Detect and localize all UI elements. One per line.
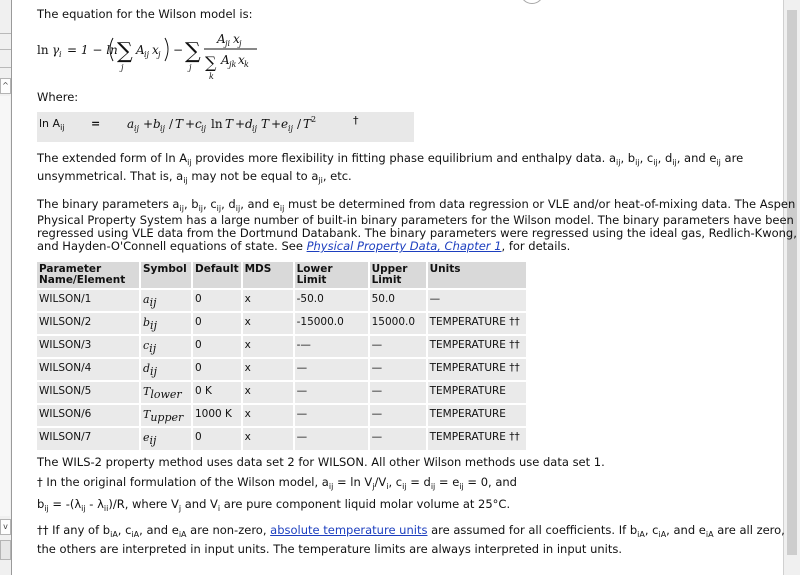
cell-upper-limit: — [369, 427, 427, 450]
svg-text:∑: ∑ [205, 53, 217, 72]
sub: ij [430, 482, 436, 491]
cell-name: WILSON/3 [37, 335, 140, 358]
svg-text:b: b [153, 117, 161, 131]
cell-name: WILSON/1 [37, 289, 140, 312]
col-header [294, 262, 369, 289]
scrollbar-thumb[interactable] [787, 10, 797, 555]
ext-text: may not be equal to a [187, 169, 319, 183]
col-header-text: Limit [296, 274, 327, 286]
note-text: are pure component liquid molar volume at 25°C. [220, 497, 511, 511]
table-row [37, 427, 527, 450]
cell-upper-limit: — [369, 381, 427, 404]
note-text: , c [117, 523, 132, 537]
sub: iA [705, 530, 714, 539]
symbol-subscript: ij [150, 319, 157, 332]
symbol-subscript: lower [150, 388, 182, 401]
ln-aij-expression [127, 114, 337, 139]
symbol-letter: b [143, 316, 151, 329]
cell-units: TEMPERATURE †† [427, 312, 527, 335]
cell-units: TEMPERATURE [427, 404, 527, 427]
note-text: /V [374, 475, 387, 489]
cell-default: 0 [192, 335, 242, 358]
table-header-row [37, 262, 527, 289]
svg-text:ij: ij [252, 124, 258, 133]
where-dagger: † [353, 114, 359, 127]
sub: iA [178, 530, 187, 539]
cell-symbol [140, 358, 192, 381]
svg-text:d: d [245, 117, 253, 131]
cell-lower-limit: — [294, 358, 369, 381]
svg-text:j: j [189, 63, 192, 72]
dagger-note-line-2 [37, 497, 510, 516]
cell-units: TEMPERATURE †† [427, 358, 527, 381]
bin-text: The binary parameters a [37, 197, 180, 211]
svg-text:jk: jk [229, 60, 237, 69]
col-header: Symbol [140, 262, 192, 289]
cell-lower-limit: -15000.0 [294, 312, 369, 335]
symbol-subscript: ij [149, 342, 157, 355]
cell-units: — [427, 289, 527, 312]
cell-mds: x [242, 381, 294, 404]
svg-text:A: A [136, 43, 145, 57]
bin-text: , d [221, 197, 236, 211]
symbol-letter: T [143, 385, 151, 398]
sub: ij [716, 158, 721, 167]
binary-line-4 [37, 239, 570, 254]
navigation-pane-edge [0, 0, 12, 575]
sub: ij [44, 504, 49, 513]
cell-upper-limit: — [369, 335, 427, 358]
svg-text:ln: ln [37, 43, 49, 57]
svg-text:−: − [173, 43, 184, 57]
ext-text: , d [657, 151, 673, 165]
cell-mds: x [242, 358, 294, 381]
sub: ij [235, 204, 241, 213]
nav-divider [0, 33, 11, 34]
bin-text: must be determined from data regression or VLE and/or heat-of-mixing data. The Aspen [284, 197, 796, 211]
sub: ij [653, 158, 658, 167]
note-text: and V [181, 497, 218, 511]
wilson-equation-graphic [37, 24, 297, 86]
svg-text:/: / [297, 117, 302, 131]
sub: i [386, 482, 389, 491]
sub: ij [198, 204, 204, 213]
svg-text:j: j [158, 50, 161, 59]
nav-scroll-down-arrow-icon[interactable]: v [0, 519, 11, 535]
bin-text: , c [203, 197, 217, 211]
svg-text:ij: ij [134, 124, 140, 133]
svg-text:∑: ∑ [117, 39, 133, 64]
cell-lower-limit: -50.0 [294, 289, 369, 312]
cell-name: WILSON/2 [37, 312, 140, 335]
window-top-frame [0, 0, 800, 4]
sub: ij [328, 482, 334, 491]
cell-upper-limit: — [369, 404, 427, 427]
svg-text:+: + [235, 117, 246, 131]
svg-text:T: T [261, 117, 270, 131]
col-header-text: Upper [371, 263, 408, 275]
sub: ij [179, 204, 184, 213]
sub: iA [110, 530, 118, 539]
where-lhs-subscript: ij [60, 123, 65, 132]
sub: ij [279, 204, 285, 213]
ext-text: , b [620, 151, 636, 165]
double-dagger-note-line-2: the others are interpreted in input units. The temperature limits are always interpreted in input units. [37, 542, 623, 556]
bin-text: , b [183, 197, 199, 211]
symbol-letter: e [143, 431, 150, 444]
svg-text:+: + [185, 117, 196, 131]
note-text: , c [644, 523, 659, 537]
note-text: = -(λ [48, 497, 82, 511]
ext-text: The extended form of ln A [37, 151, 188, 165]
nav-scroll-track[interactable] [0, 96, 10, 516]
note-text: = ln V [333, 475, 373, 489]
sub: ij [616, 158, 621, 167]
bin-text: and Hayden-O'Connell equations of state. See [37, 239, 307, 253]
table-body [37, 289, 527, 450]
svg-text:e: e [281, 117, 289, 131]
svg-text:A: A [217, 32, 226, 46]
cell-upper-limit: 50.0 [369, 289, 427, 312]
svg-text:T: T [303, 117, 312, 131]
sub: ij [183, 176, 188, 185]
table-row [37, 381, 527, 404]
cell-name: WILSON/6 [37, 404, 140, 427]
cell-default: 1000 K [192, 404, 242, 427]
svg-text:i: i [59, 50, 62, 59]
sub: ii [103, 504, 109, 513]
svg-text:ij: ij [144, 50, 150, 59]
note-text: are assumed for all coefficients. If b [427, 523, 638, 537]
sub: ij [81, 504, 86, 513]
sub: ij [402, 482, 407, 491]
cell-name: WILSON/5 [37, 381, 140, 404]
bin-text: , for details. [501, 239, 571, 253]
bin-text: , and e [240, 197, 280, 211]
binary-line-3: regressed using VLE data from the Dortmund Databank. The binary parameters were regressed using the ideal gas, Redlich-Kwong, [37, 226, 797, 240]
intro-text: The equation for the Wilson model is: [37, 7, 253, 21]
nav-scroll-up-arrow-icon[interactable]: ^ [0, 78, 11, 94]
cell-units: TEMPERATURE †† [427, 335, 527, 358]
note-text: , and e [139, 523, 179, 537]
note-text: = d [406, 475, 431, 489]
note-text: )/R, where V [108, 497, 179, 511]
svg-text:+: + [271, 117, 282, 131]
cell-upper-limit: — [369, 358, 427, 381]
cell-units: TEMPERATURE [427, 381, 527, 404]
col-header-text: Parameter [39, 263, 102, 275]
svg-text:T: T [225, 117, 234, 131]
col-header: MDS [242, 262, 294, 289]
cell-mds: x [242, 404, 294, 427]
col-header-text: Name/Element [39, 274, 126, 286]
svg-text:+: + [143, 117, 154, 131]
symbol-subscript: ij [149, 434, 157, 447]
note-text: = 0, and [463, 475, 517, 489]
binary-line-2: Physical Property System has a large number of built-in binary parameters for the Wilson model. The binary parameters have been [37, 213, 794, 227]
svg-text:γ: γ [52, 43, 60, 57]
svg-text:c: c [195, 117, 202, 131]
note-text: = e [435, 475, 460, 489]
sub: ij [187, 158, 192, 167]
svg-text:x: x [233, 32, 240, 46]
svg-text:T: T [175, 117, 184, 131]
symbol-subscript: ij [149, 296, 157, 309]
where-label: Where: [37, 90, 79, 104]
table-row [37, 358, 527, 381]
cell-default: 0 [192, 312, 242, 335]
note-text: are non-zero, [186, 523, 271, 537]
svg-text:ij: ij [201, 124, 207, 133]
note-text: - λ [85, 497, 104, 511]
wils2-note: The WILS-2 property method uses data set 2 for WILSON. All other Wilson methods use data set 1. [37, 455, 605, 469]
svg-text:k: k [209, 72, 214, 81]
note-text: † In the original formulation of the Wilson model, a [37, 475, 329, 489]
table-row [37, 335, 527, 358]
cell-units: TEMPERATURE †† [427, 427, 527, 450]
cell-mds: x [242, 427, 294, 450]
sub: ij [672, 158, 677, 167]
ext-text: unsymmetrical. That is, a [37, 169, 184, 183]
sub: ij [459, 482, 464, 491]
sub: j [178, 504, 182, 513]
ext-text: , etc. [322, 169, 352, 183]
note-text: , and e [666, 523, 706, 537]
cell-lower-limit: — [294, 427, 369, 450]
svg-text:a: a [127, 117, 135, 131]
extended-form-line-1 [37, 151, 743, 170]
sub: ji [318, 176, 323, 185]
nav-divider [0, 67, 11, 68]
note-text: are all zero, [713, 523, 785, 537]
symbol-letter: c [143, 339, 150, 352]
nav-divider [0, 49, 11, 50]
sub: ij [635, 158, 640, 167]
col-header [37, 262, 140, 289]
ext-text: , c [639, 151, 654, 165]
note-text: †† If any of b [37, 523, 111, 537]
note-text: b [37, 497, 45, 511]
cell-symbol [140, 312, 192, 335]
col-header: Units [427, 262, 527, 289]
physical-property-data-link[interactable]: Physical Property Data, Chapter 1 [306, 239, 502, 253]
extended-form-line-2 [37, 169, 352, 188]
svg-text:x: x [152, 43, 159, 57]
svg-text:j: j [239, 39, 242, 48]
cell-upper-limit: 15000.0 [369, 312, 427, 335]
cell-lower-limit: -— [294, 335, 369, 358]
dagger-note-line-1 [37, 475, 517, 494]
svg-text:2: 2 [311, 115, 317, 124]
note-text: , c [388, 475, 403, 489]
svg-text:ij: ij [160, 124, 166, 133]
svg-text:j: j [121, 63, 124, 72]
svg-text:k: k [244, 60, 249, 69]
sub: iA [658, 530, 667, 539]
col-header-text: Limit [371, 274, 402, 286]
cell-mds: x [242, 312, 294, 335]
table-row [37, 312, 527, 335]
symbol-letter: a [143, 293, 150, 306]
cell-symbol [140, 289, 192, 312]
sub: ij [216, 204, 222, 213]
absolute-temperature-units-link[interactable]: absolute temperature units [270, 523, 428, 537]
cell-lower-limit: — [294, 404, 369, 427]
sub: i [217, 504, 221, 513]
cell-lower-limit: — [294, 381, 369, 404]
table-row [37, 289, 527, 312]
svg-text:= 1 − ln: = 1 − ln [67, 43, 118, 57]
svg-text:ij: ij [288, 124, 294, 133]
symbol-letter: T [143, 408, 151, 421]
ext-text: , and e [676, 151, 717, 165]
wilson-equation [37, 24, 297, 86]
where-equals: = [91, 117, 101, 130]
symbol-letter: d [143, 362, 151, 375]
ext-text: provides more flexibility in fitting phase equilibrium and enthalpy data. a [191, 151, 617, 165]
where-equation-box [37, 112, 414, 142]
svg-text:A: A [221, 53, 230, 67]
cell-name: WILSON/7 [37, 427, 140, 450]
svg-text:ji: ji [225, 39, 231, 48]
double-dagger-note-line-1 [37, 523, 785, 542]
col-header-text: Lower [296, 263, 333, 275]
cell-mds: x [242, 289, 294, 312]
cell-symbol [140, 381, 192, 404]
sub: iA [131, 530, 140, 539]
cell-default: 0 [192, 289, 242, 312]
sub: j [372, 482, 375, 491]
where-lhs [39, 117, 65, 132]
ext-text: are [720, 151, 744, 165]
svg-text:∑: ∑ [185, 39, 201, 64]
wilson-parameter-table [37, 262, 528, 450]
cell-default: 0 [192, 427, 242, 450]
cell-symbol [140, 404, 192, 427]
cell-symbol [140, 335, 192, 358]
table-row [37, 404, 527, 427]
sub: iA [637, 530, 645, 539]
nav-horizontal-scrollbar[interactable] [0, 540, 11, 560]
cell-default: 0 [192, 358, 242, 381]
symbol-subscript: upper [150, 411, 184, 424]
svg-text:ln: ln [211, 117, 223, 131]
svg-text:x: x [238, 53, 245, 67]
cell-symbol [140, 427, 192, 450]
where-lhs-text: ln A [39, 117, 61, 130]
cell-name: WILSON/4 [37, 358, 140, 381]
svg-text:/: / [169, 117, 174, 131]
cell-mds: x [242, 335, 294, 358]
symbol-subscript: ij [150, 365, 157, 378]
vertical-scrollbar[interactable] [783, 0, 800, 575]
ln-aij-expression-graphic [127, 114, 337, 136]
cell-default: 0 K [192, 381, 242, 404]
col-header: Default [192, 262, 242, 289]
col-header [369, 262, 427, 289]
